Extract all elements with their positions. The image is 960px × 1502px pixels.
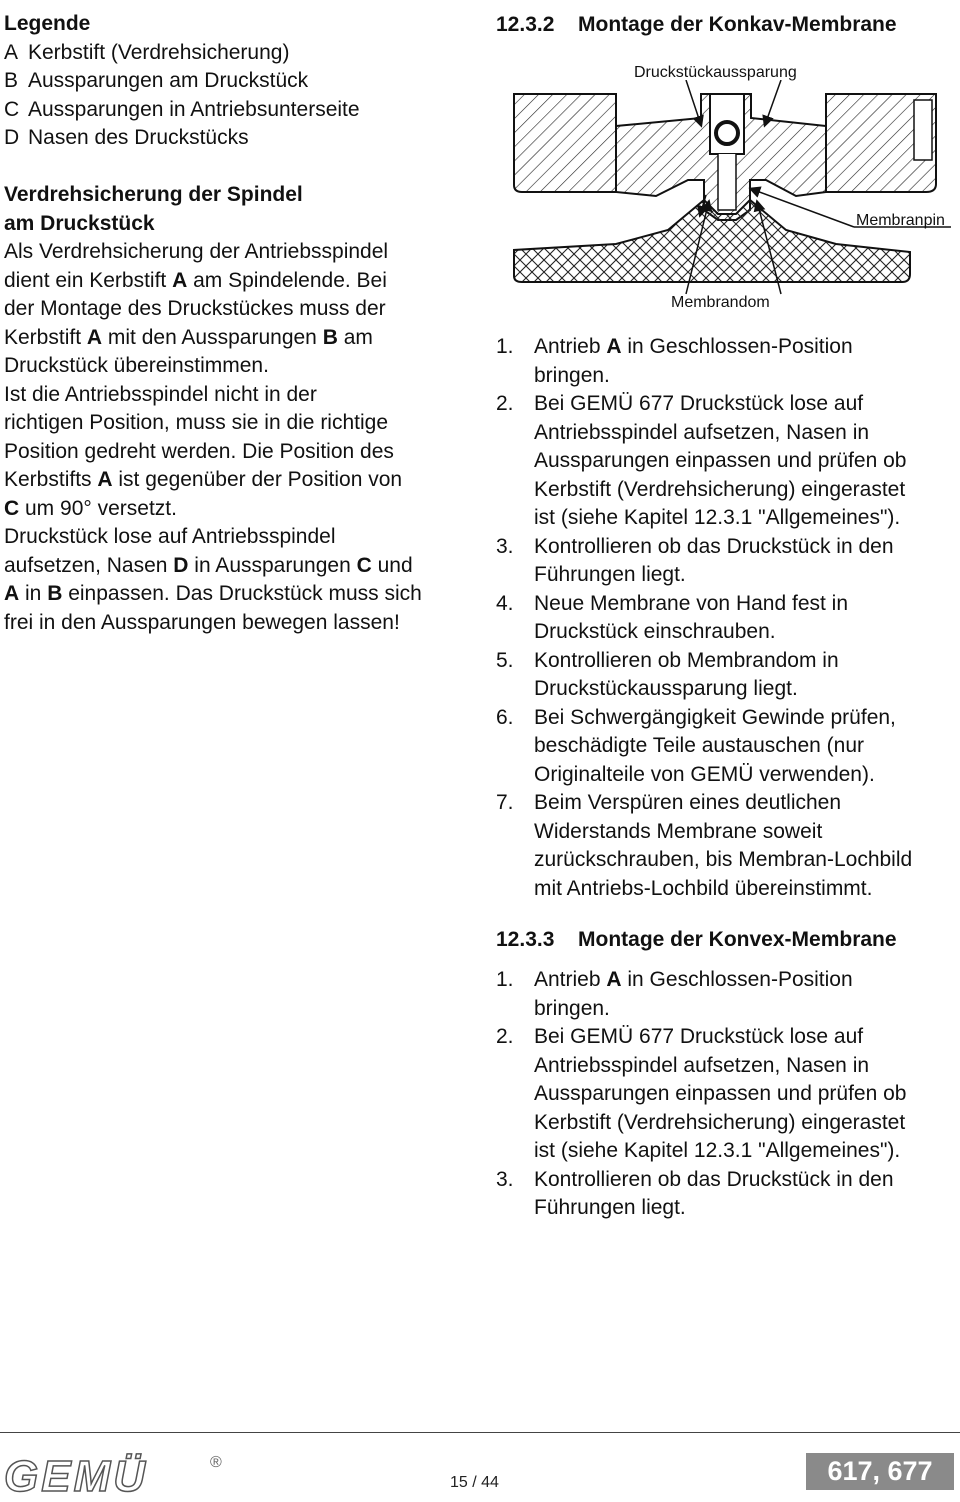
para-line: aufsetzen, Nasen D in Aussparungen C und bbox=[4, 553, 413, 577]
model-badge: 617, 677 bbox=[806, 1453, 954, 1490]
diagram-label-recess: Druckstückaussparung bbox=[634, 64, 797, 81]
step-line: beschädigte Teile austauschen (nur bbox=[534, 734, 865, 757]
step-text bbox=[534, 390, 906, 533]
step-line: Kontrollieren ob das Druckstück in den bbox=[534, 534, 894, 558]
step-item bbox=[496, 966, 906, 1023]
step-number: 3. bbox=[496, 1167, 514, 1191]
step-item bbox=[496, 647, 912, 704]
step-item bbox=[496, 390, 912, 533]
step-text bbox=[534, 704, 896, 790]
para-line: richtigen Position, muss sie in die richtige bbox=[4, 411, 389, 434]
para-line: Kerbstift A mit den Aussparungen B am bbox=[4, 325, 373, 349]
registered-mark: ® bbox=[210, 1454, 222, 1471]
footer-rule bbox=[0, 1432, 960, 1433]
legend-letter: A bbox=[4, 40, 19, 64]
step-line: Druckstück einschrauben. bbox=[534, 620, 776, 643]
convex-heading: 12.3.3 Montage der Konvex-Membrane bbox=[496, 928, 897, 951]
step-line: ist (siehe Kapitel 12.3.1 "Allgemeines"). bbox=[534, 506, 901, 529]
membrane bbox=[514, 200, 910, 282]
page-number: 15 / 44 bbox=[450, 1474, 499, 1491]
step-item bbox=[496, 1023, 906, 1166]
step-item bbox=[496, 333, 912, 390]
step-item bbox=[496, 789, 912, 903]
para-line: A in B einpassen. Das Druckstück muss sich bbox=[4, 582, 422, 605]
legend bbox=[4, 10, 360, 153]
para-line: Druckstück übereinstimmen. bbox=[4, 354, 269, 377]
para-line: Als Verdrehsicherung der Antriebsspindel bbox=[4, 240, 389, 263]
step-text bbox=[534, 333, 853, 390]
legend-text: Nasen des Druckstücks bbox=[28, 126, 249, 149]
para-line: der Montage des Druckstückes muss der bbox=[4, 297, 386, 320]
legend-list bbox=[4, 39, 360, 153]
para-line: Ist die Antriebsspindel nicht in der bbox=[4, 382, 317, 406]
concave-steps-list bbox=[496, 333, 912, 903]
step-item bbox=[496, 704, 912, 790]
step-line: Widerstands Membrane soweit bbox=[534, 819, 823, 843]
step-number: 1. bbox=[496, 335, 514, 358]
para-line: Position gedreht werden. Die Position des bbox=[4, 439, 394, 463]
step-line: Aussparungen einpassen und prüfen ob bbox=[534, 1082, 907, 1105]
step-text bbox=[534, 789, 912, 903]
step-text bbox=[534, 1023, 906, 1166]
step-number: 2. bbox=[496, 1025, 514, 1048]
step-text bbox=[534, 966, 853, 1023]
step-line: Führungen liegt. bbox=[534, 563, 686, 586]
concave-membrane-diagram bbox=[496, 80, 960, 295]
legend-item bbox=[4, 67, 360, 96]
gemu-logo: GEMÜ bbox=[4, 1452, 148, 1501]
step-line: ist (siehe Kapitel 12.3.1 "Allgemeines"). bbox=[534, 1139, 901, 1162]
step-number: 6. bbox=[496, 705, 514, 729]
legend-item bbox=[4, 96, 360, 125]
step-item bbox=[496, 533, 912, 590]
step-line: Bei GEMÜ 677 Druckstück lose auf bbox=[534, 1025, 864, 1048]
step-line: Antrieb A in Geschlossen-Position bbox=[534, 335, 853, 358]
step-line: Aussparungen einpassen und prüfen ob bbox=[534, 449, 907, 472]
para-line: frei in den Aussparungen bewegen lassen! bbox=[4, 610, 400, 634]
step-line: Antrieb A in Geschlossen-Position bbox=[534, 968, 853, 991]
step-text bbox=[534, 533, 894, 590]
para-line: dient ein Kerbstift A am Spindelende. Bei bbox=[4, 268, 387, 292]
legend-text: Aussparungen am Druckstück bbox=[28, 69, 309, 92]
step-line: Kontrollieren ob das Druckstück in den bbox=[534, 1167, 894, 1191]
diagram-label-pin: Membranpin bbox=[856, 212, 945, 229]
legend-item bbox=[4, 39, 360, 68]
step-item bbox=[496, 590, 912, 647]
step-line: Kerbstift (Verdrehsicherung) eingerastet bbox=[534, 477, 906, 501]
step-number: 3. bbox=[496, 534, 514, 558]
legend-letter: D bbox=[4, 126, 20, 149]
spindle-section bbox=[4, 181, 422, 637]
step-number: 2. bbox=[496, 392, 514, 415]
step-line: Antriebsspindel aufsetzen, Nasen in bbox=[534, 420, 870, 444]
step-line: Neue Membrane von Hand fest in bbox=[534, 591, 849, 615]
legend-title: Legende bbox=[4, 12, 91, 35]
step-line: Druckstückaussparung liegt. bbox=[534, 677, 798, 700]
step-line: Originalteile von GEMÜ verwenden). bbox=[534, 762, 875, 786]
step-text bbox=[534, 647, 839, 704]
step-text bbox=[534, 1166, 894, 1223]
concave-heading: 12.3.2 Montage der Konkav-Membrane bbox=[496, 13, 897, 36]
step-number: 4. bbox=[496, 591, 514, 615]
legend-item bbox=[4, 124, 360, 153]
step-number: 5. bbox=[496, 648, 514, 672]
legend-letter: B bbox=[4, 69, 19, 92]
spindle-heading-2: am Druckstück bbox=[4, 211, 155, 235]
pressure-piece bbox=[616, 94, 826, 220]
diagram-label-dome: Membrandom bbox=[671, 294, 770, 311]
convex-steps-list bbox=[496, 966, 906, 1223]
step-line: Bei Schwergängigkeit Gewinde prüfen, bbox=[534, 705, 896, 729]
para-line: C um 90° versetzt. bbox=[4, 496, 177, 520]
para-line: Druckstück lose auf Antriebsspindel bbox=[4, 525, 336, 548]
step-line: bringen. bbox=[534, 996, 610, 1020]
step-line: bringen. bbox=[534, 363, 610, 387]
legend-text: Aussparungen in Antriebsunterseite bbox=[28, 97, 360, 121]
step-line: Bei GEMÜ 677 Druckstück lose auf bbox=[534, 392, 864, 415]
step-text bbox=[534, 590, 848, 647]
spindle-heading-1: Verdrehsicherung der Spindel bbox=[4, 183, 303, 206]
step-line: Beim Verspüren eines deutlichen bbox=[534, 791, 842, 814]
step-number: 1. bbox=[496, 968, 514, 991]
para-line: Kerbstifts A ist gegenüber der Position von bbox=[4, 468, 403, 491]
legend-text: Kerbstift (Verdrehsicherung) bbox=[28, 40, 290, 64]
step-line: mit Antriebs-Lochbild übereinstimmt. bbox=[534, 876, 873, 900]
step-line: Kontrollieren ob Membrandom in bbox=[534, 648, 839, 672]
step-line: Antriebsspindel aufsetzen, Nasen in bbox=[534, 1053, 870, 1077]
step-line: Führungen liegt. bbox=[534, 1196, 686, 1219]
step-line: zurückschrauben, bis Membran-Lochbild bbox=[534, 848, 913, 871]
legend-letter: C bbox=[4, 97, 20, 121]
step-item bbox=[496, 1166, 906, 1223]
step-number: 7. bbox=[496, 791, 514, 814]
step-line: Kerbstift (Verdrehsicherung) eingerastet bbox=[534, 1110, 906, 1134]
